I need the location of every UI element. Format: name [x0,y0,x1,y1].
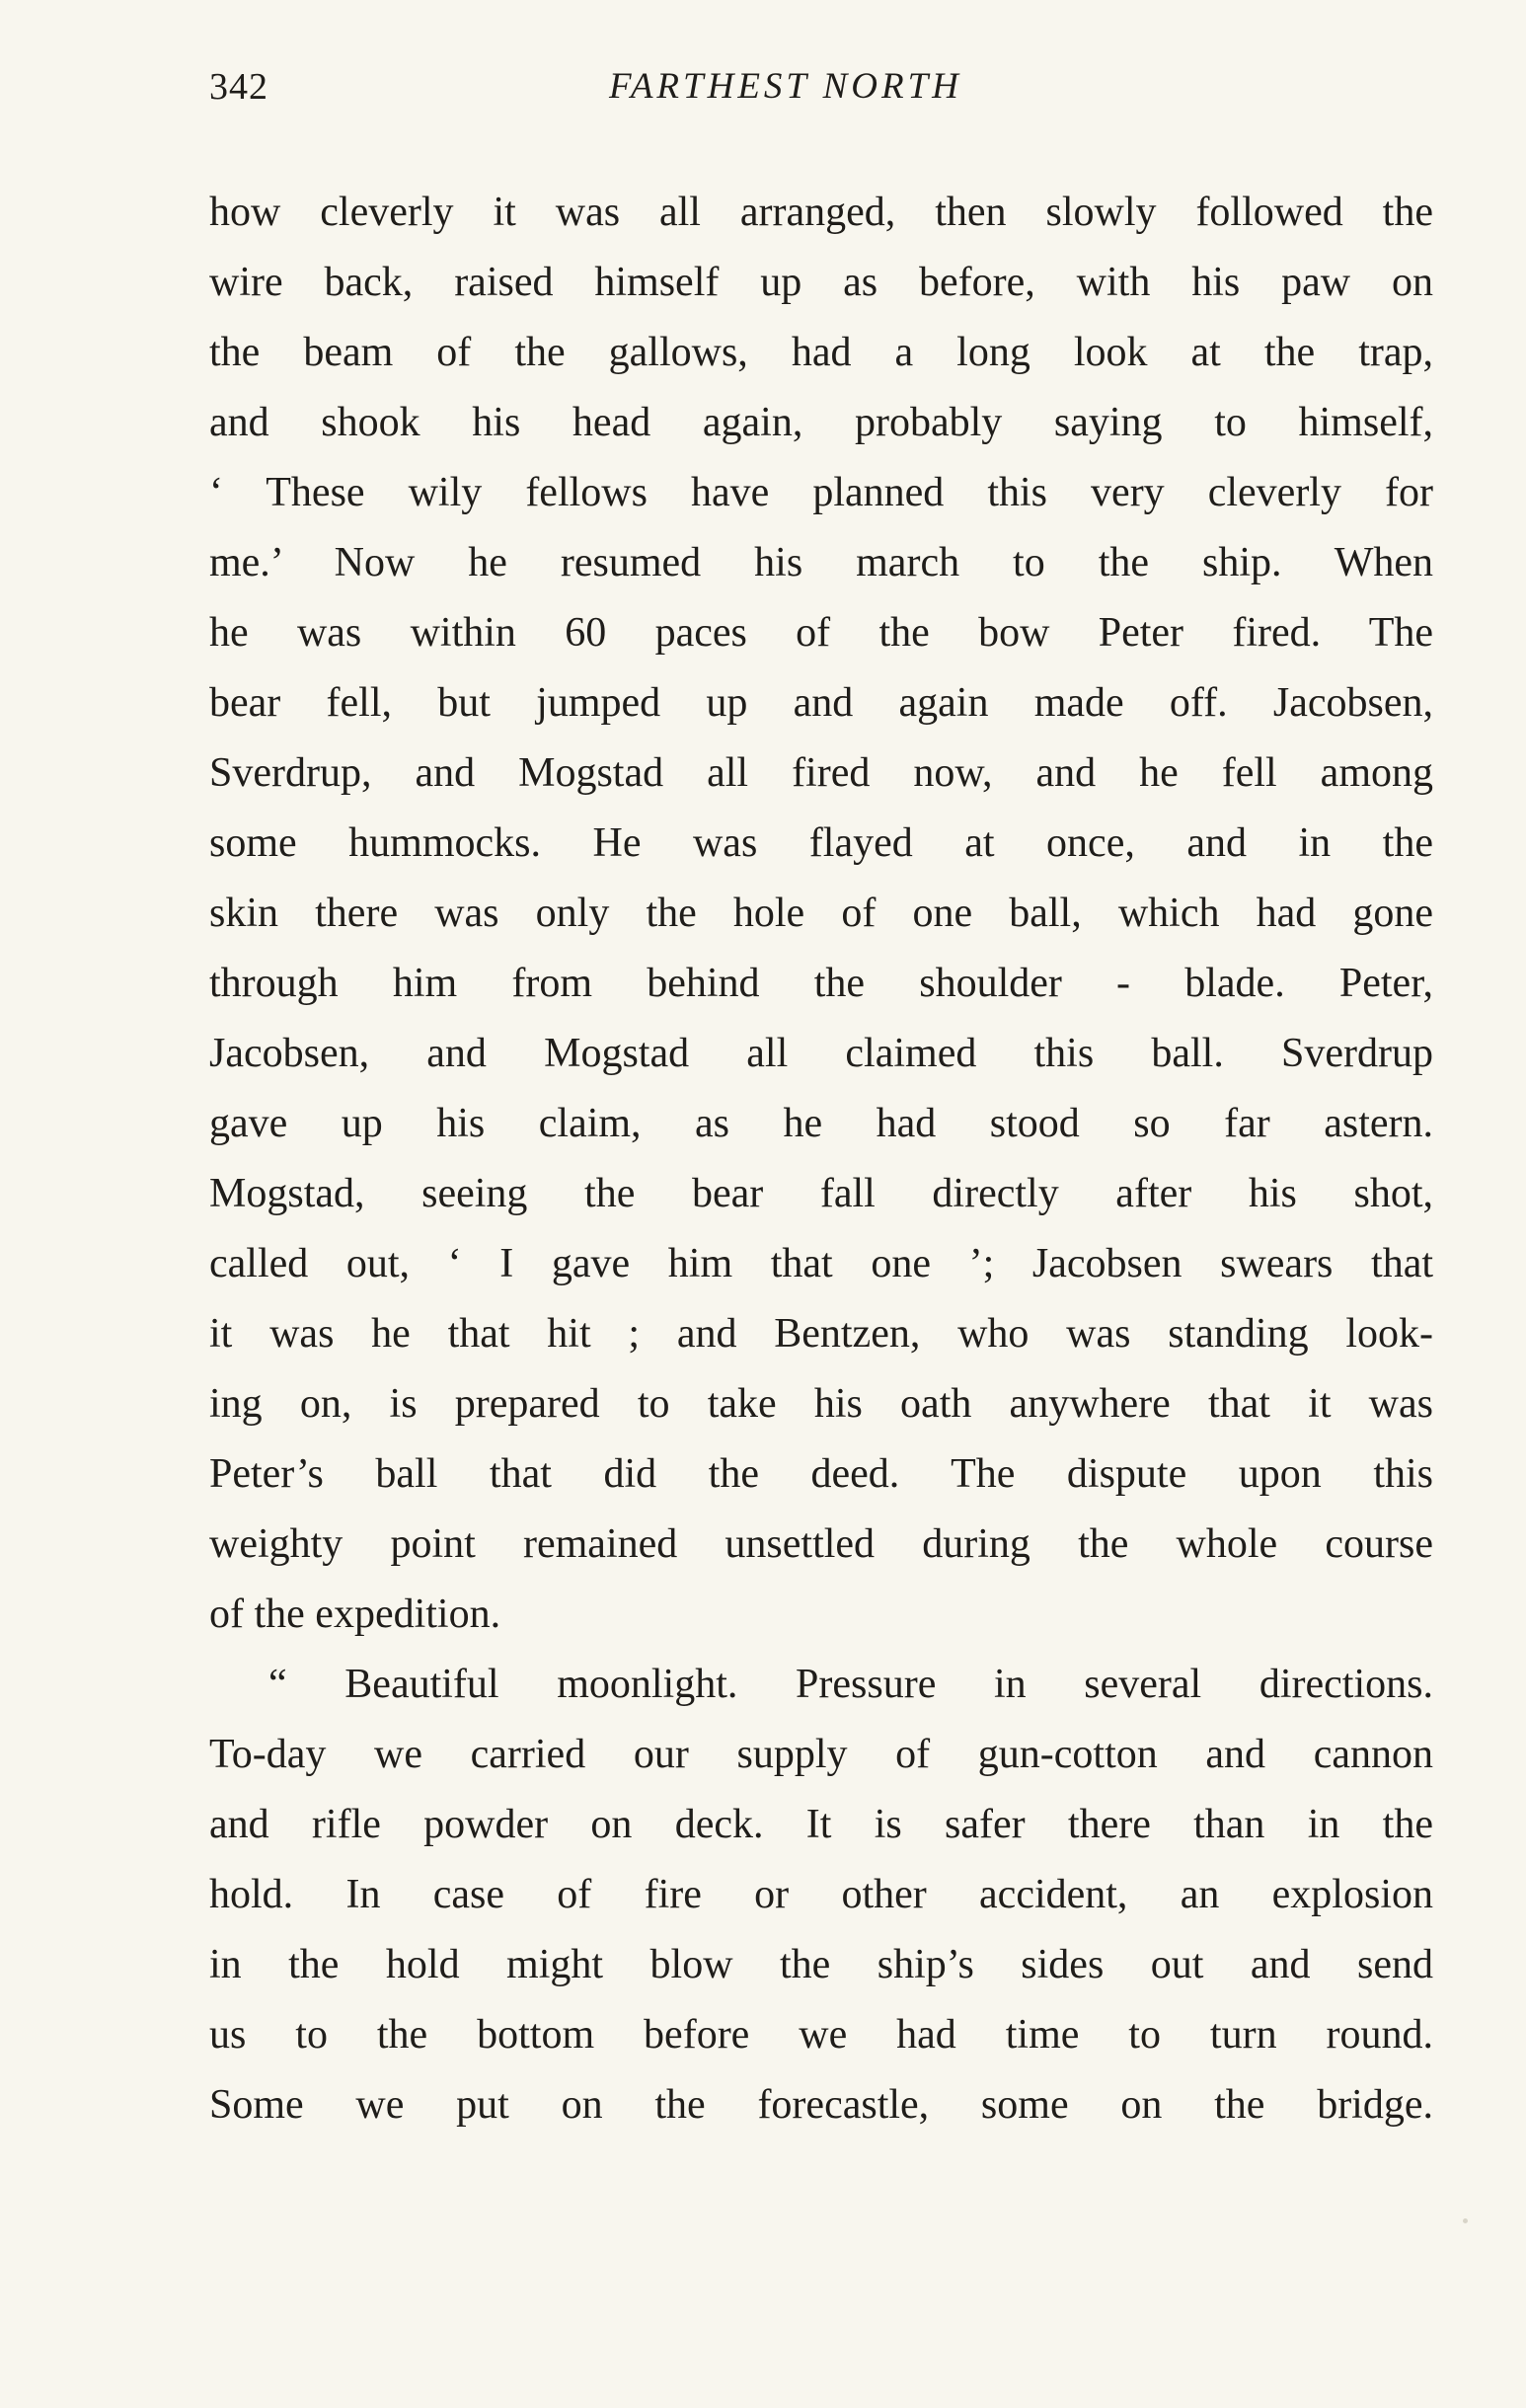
running-title: FARTHEST NORTH [609,66,962,107]
text-line: it was he that hit ; and Bentzen, who was standing look- [209,1311,1433,1357]
paragraph-2 [209,1650,1433,2140]
text-line: how cleverly it was all arranged, then slowly followed the [209,190,1433,235]
running-head [209,65,1433,115]
text-line: hold. In case of fire or other accident, an explosion [209,1872,1433,1917]
text-line: and shook his head again, probably saying to himself, [209,400,1433,445]
text-line: us to the bottom before we had time to turn round. [209,2012,1433,2058]
text-line: and rifle powder on deck. It is safer there than in the [209,1802,1433,1847]
text-line: weighty point remained unsettled during the whole course [209,1521,1433,1567]
text-line: Mogstad, seeing the bear fall directly after his shot, [209,1171,1433,1216]
text-line: the beam of the gallows, had a long look at the trap, [209,330,1433,375]
text-line: me.’ Now he resumed his march to the ship. When [209,540,1433,585]
paragraph-1 [209,178,1433,1650]
text-line: through him from behind the shoulder - blade. Peter, [209,961,1433,1006]
body-text [209,178,1433,2140]
text-line: wire back, raised himself up as before, with his paw on [209,260,1433,305]
text-line: in the hold might blow the ship’s sides out and send [209,1942,1433,1987]
text-line: ‘ These wily fellows have planned this very cleverly for [209,470,1433,515]
text-line: skin there was only the hole of one ball, which had gone [209,891,1433,936]
text-line: some hummocks. He was flayed at once, and in the [209,820,1433,866]
text-line: called out, ‘ I gave him that one ’; Jacobsen swears that [209,1241,1433,1286]
text-line: Sverdrup, and Mogstad all fired now, and he fell among [209,750,1433,796]
page-number: 342 [209,66,268,108]
text-line: he was within 60 paces of the bow Peter fired. The [209,610,1433,656]
text-line: Jacobsen, and Mogstad all claimed this ball. Sverdrup [209,1031,1433,1076]
text-line: gave up his claim, as he had stood so far astern. [209,1101,1433,1146]
text-line: of the expedition. [209,1592,501,1637]
text-line: Some we put on the forecastle, some on the bridge. [209,2082,1433,2128]
text-line: “ Beautiful moonlight. Pressure in several directions. [268,1662,1433,1707]
text-line: To-day we carried our supply of gun-cotton and cannon [209,1732,1433,1777]
paper-speck [1463,2218,1468,2223]
text-line: bear fell, but jumped up and again made off. Jacobsen, [209,680,1433,726]
text-line: ing on, is prepared to take his oath anywhere that it was [209,1381,1433,1427]
text-line: Peter’s ball that did the deed. The dispute upon this [209,1451,1433,1497]
